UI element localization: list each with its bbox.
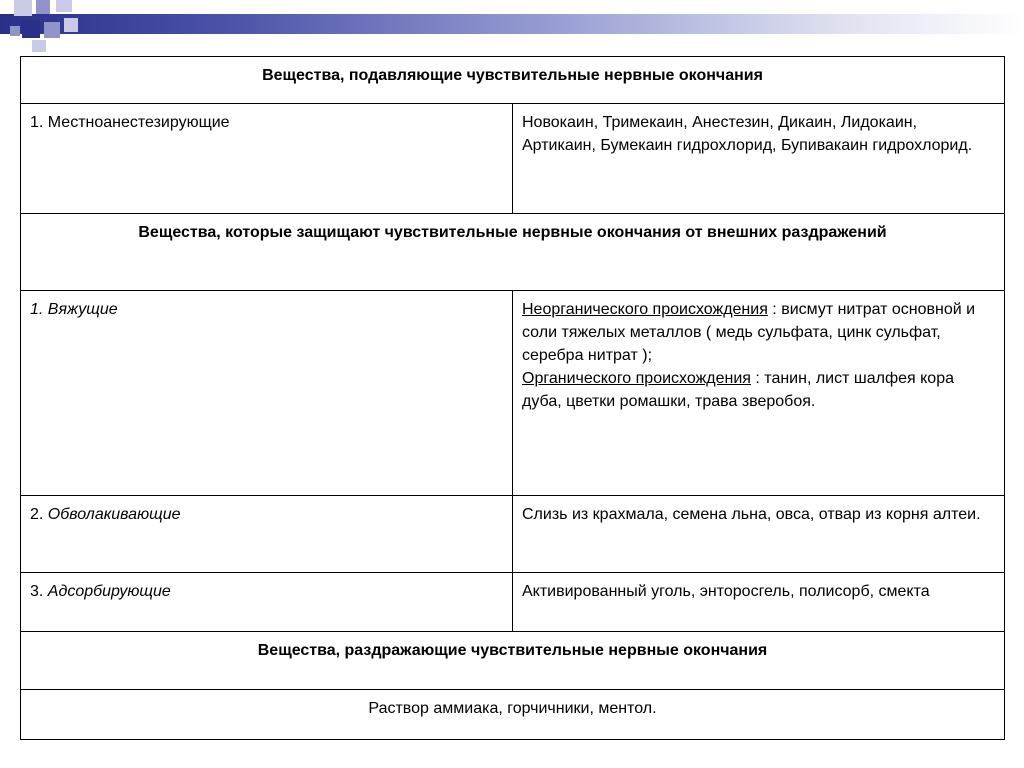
group-astringents: 1. Вяжущие bbox=[21, 291, 513, 496]
substances-table bbox=[20, 56, 1005, 740]
decor-square bbox=[44, 22, 60, 38]
group-name: Адсорбирующие bbox=[47, 583, 171, 600]
table-row bbox=[21, 496, 1005, 573]
examples-irritants: Раствор аммиака, горчичники, ментол. bbox=[21, 690, 1005, 740]
examples-local-anesthetics: Новокаин, Тримекаин, Анестезин, Дикаин, Лидокаин, Артикаин, Бумекаин гидрохлорид, Бупивакаин гидрохлорид. bbox=[513, 104, 1005, 214]
decor-square bbox=[10, 26, 20, 36]
group-enveloping bbox=[21, 496, 513, 573]
decor-square bbox=[14, 0, 32, 16]
section3-header-row bbox=[21, 632, 1005, 690]
organic-origin-label: Органического происхождения bbox=[522, 370, 751, 387]
group-name: Обволакивающие bbox=[47, 506, 181, 523]
inorganic-origin-label: Неорганического происхождения bbox=[522, 301, 768, 318]
section3-title: Вещества, раздражающие чувствительные нервные окончания bbox=[21, 632, 1005, 690]
section1-title: Вещества, подавляющие чувствительные нервные окончания bbox=[21, 57, 1005, 104]
group-adsorbents bbox=[21, 573, 513, 632]
section1-header-row bbox=[21, 57, 1005, 104]
decor-square bbox=[64, 18, 78, 32]
section2-header-row bbox=[21, 214, 1005, 291]
section2-title: Вещества, которые защищают чувствительные нервные окончания от внешних раздражений bbox=[21, 214, 1005, 291]
table-row bbox=[21, 291, 1005, 496]
table-row bbox=[21, 573, 1005, 632]
decor-square bbox=[36, 0, 50, 14]
decor-square bbox=[22, 20, 40, 38]
table-row bbox=[21, 690, 1005, 740]
group-local-anesthetics: 1. Местноанестезирующие bbox=[21, 104, 513, 214]
examples-adsorbents: Активированный уголь, энторосгель, полисорб, смекта bbox=[513, 573, 1005, 632]
group-number: 2. bbox=[30, 506, 48, 523]
table-row bbox=[21, 104, 1005, 214]
examples-astringents bbox=[513, 291, 1005, 496]
group-number: 3. bbox=[30, 583, 48, 600]
decor-square bbox=[56, 0, 72, 12]
organic-origin-text: : танин, лист шалфея кора дуба, цветки ромашки, трава зверобоя. bbox=[522, 370, 954, 410]
header-gradient-bar bbox=[0, 14, 1024, 34]
decor-square bbox=[32, 40, 46, 52]
examples-enveloping: Слизь из крахмала, семена льна, овса, отвар из корня алтеи. bbox=[513, 496, 1005, 573]
inorganic-origin-text: : висмут нитрат основной и соли тяжелых металлов ( медь сульфата, цинк сульфат, серебра нитрат ); bbox=[522, 301, 976, 364]
